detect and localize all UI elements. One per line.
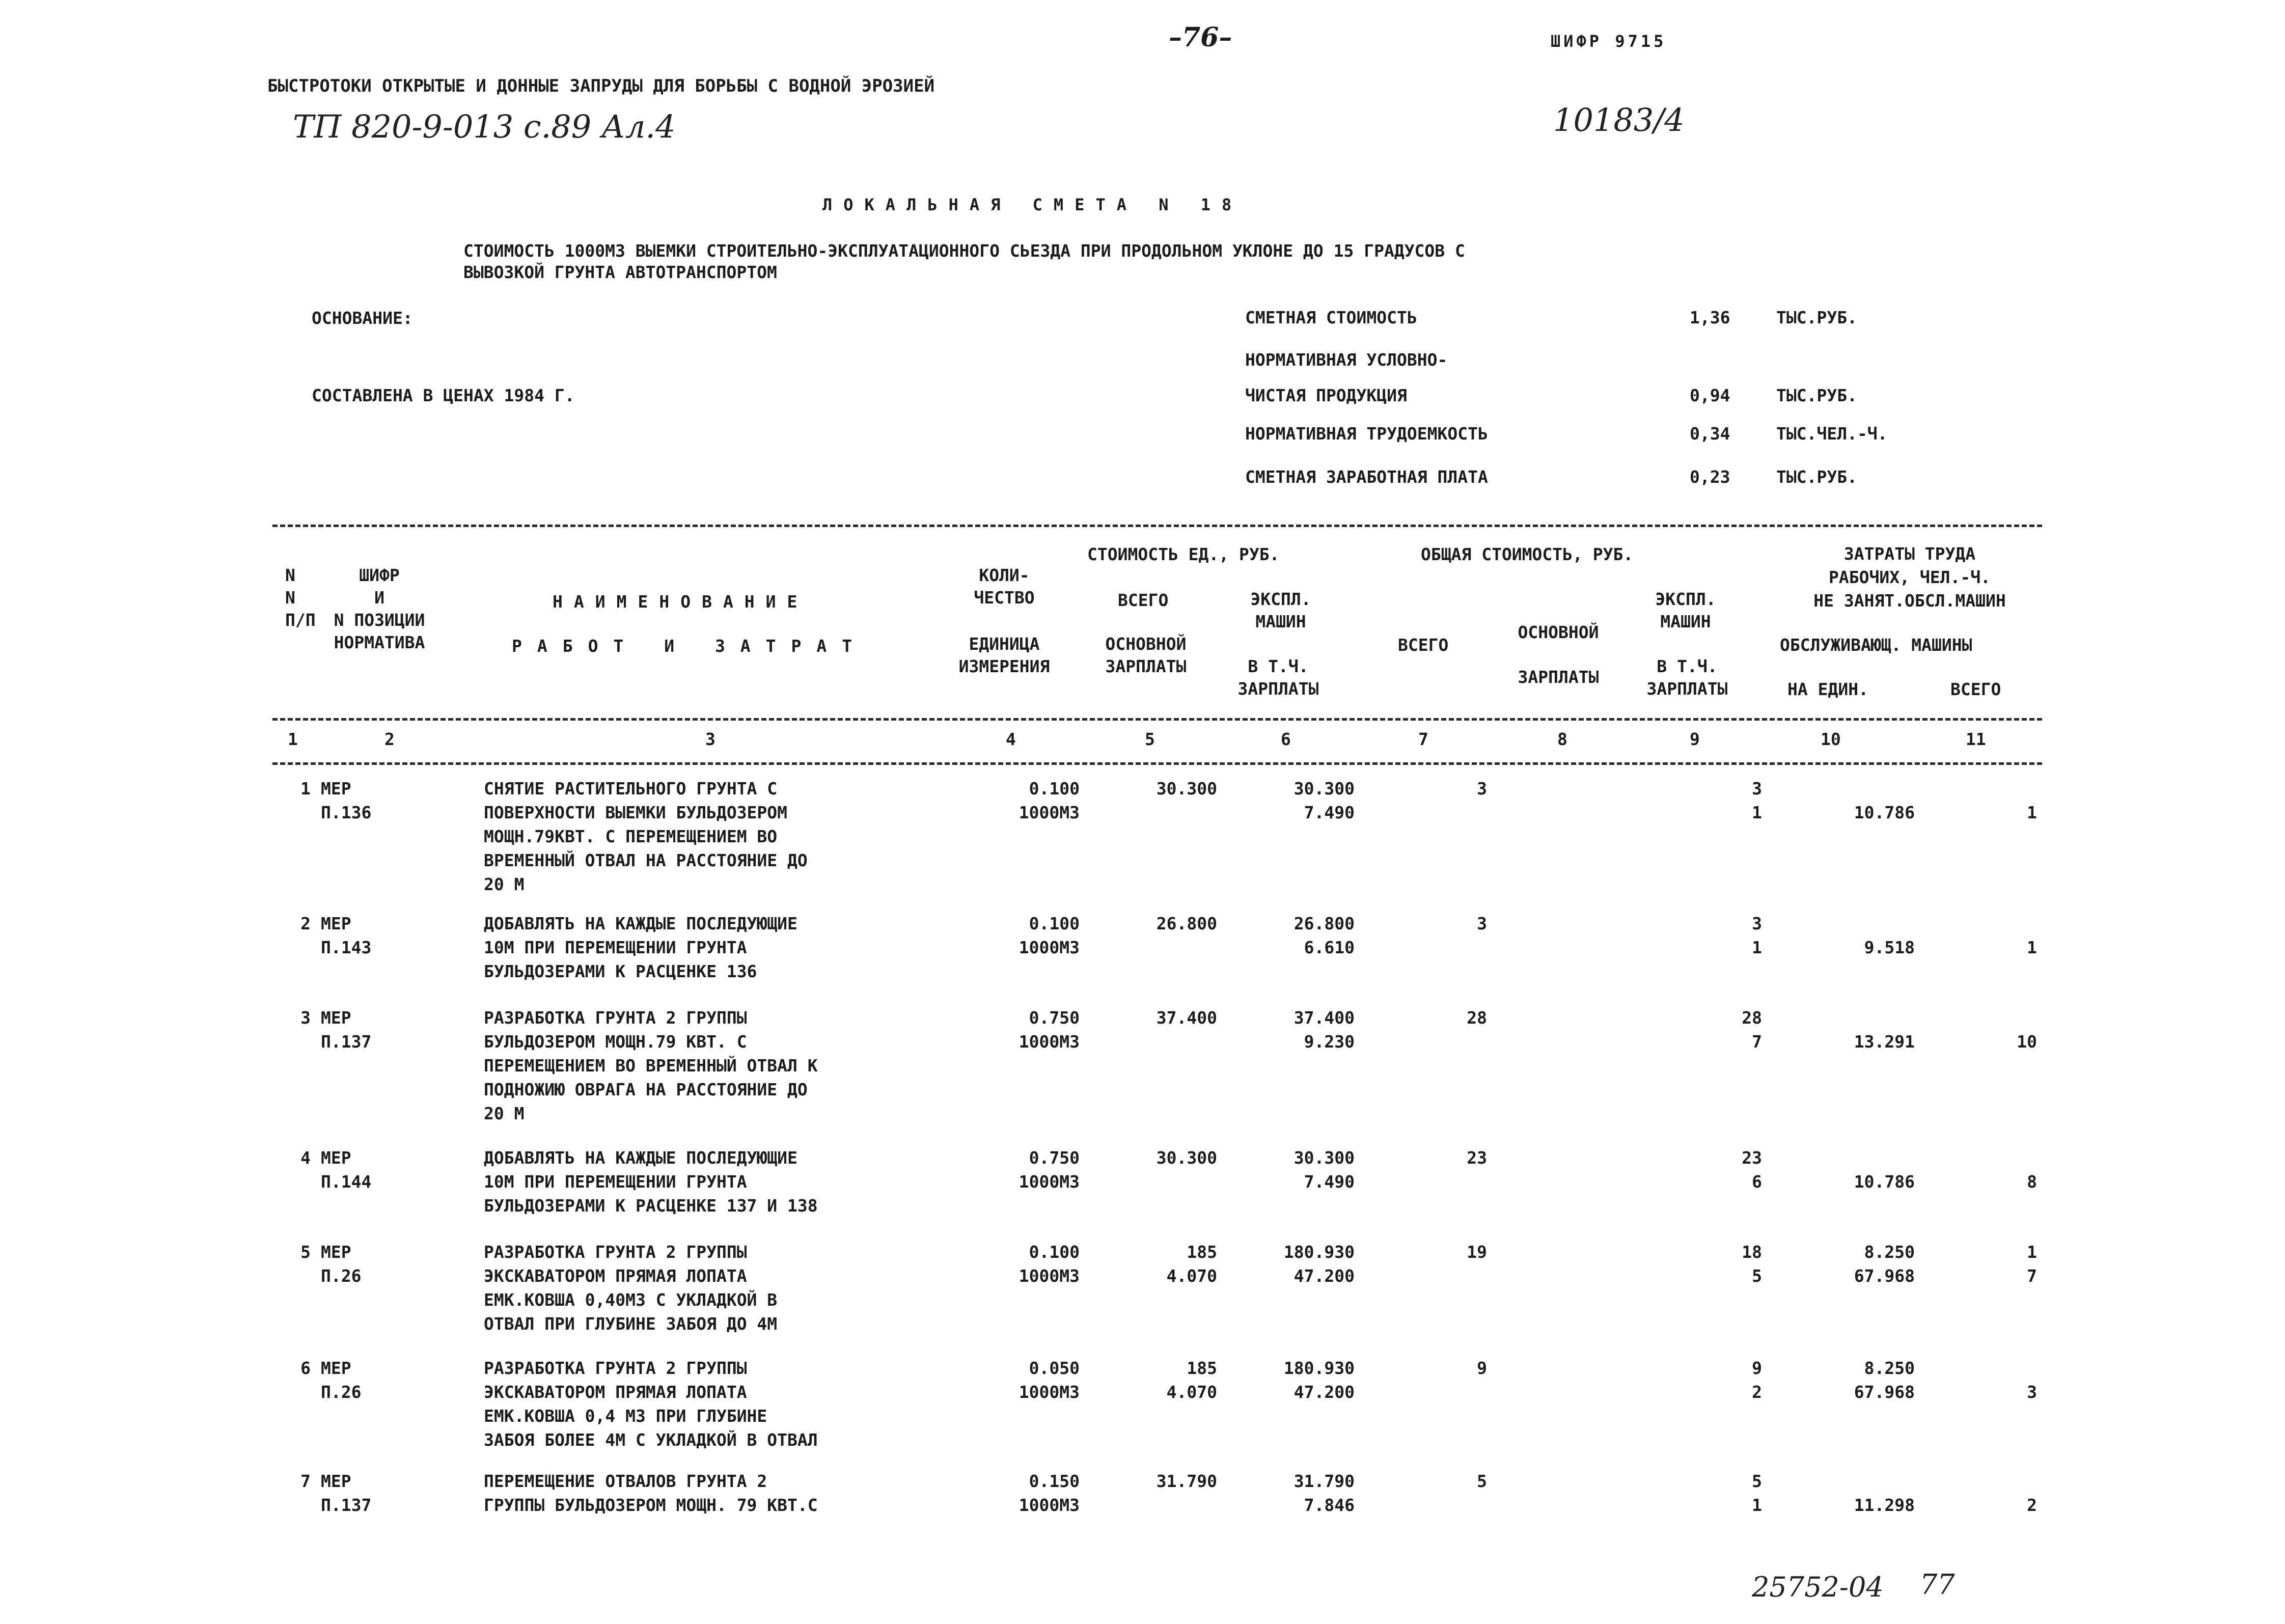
row-name: РАЗРАБОТКА ГРУНТА 2 ГРУППЫ ЭКСКАВАТОРОМ ПРЯМАЯ ЛОПАТА ЕМК.КОВША 0,40М3 С УКЛАДКОЙ В ОТВАЛ ПРИ ГЛУБИНЕ ЗАБОЯ ДО 4М (484, 1242, 778, 1334)
summary-label: НОРМАТИВНАЯ ТРУДОЕМКОСТЬ (1245, 424, 1488, 444)
summary-unit: ТЫС.РУБ. (1776, 308, 1857, 327)
summary-value: 1,36 (1690, 308, 1730, 327)
doc-number-handwritten: 10183/4 (1553, 101, 1685, 139)
header-col3-bottom: РАБОТ И ЗАТРАТ (512, 636, 868, 656)
row-total-machines: 23 6 (1742, 1148, 1762, 1192)
subject-line-2: ВЫВОЗКОЙ ГРУНТА АВТОТРАНСПОРТОМ (463, 262, 777, 282)
row-labor-total: 10 (2017, 1032, 2037, 1052)
row-code: МЕР П.26 (321, 1242, 362, 1286)
basis-label: ОСНОВАНИЕ: (312, 308, 413, 328)
table-rule-header-bottom (272, 718, 2042, 721)
page-number: –76– (1169, 22, 1232, 53)
doc-ref-handwritten: ТП 820-9-013 с.89 Ал.4 (293, 108, 676, 145)
table-rule-top (272, 525, 2042, 527)
row-name: ПЕРЕМЕЩЕНИЕ ОТВАЛОВ ГРУНТА 2 ГРУППЫ БУЛЬДОЗЕРОМ МОЩН. 79 КВТ.С (484, 1471, 818, 1515)
row-name: РАЗРАБОТКА ГРУНТА 2 ГРУППЫ БУЛЬДОЗЕРОМ МОЩН.79 КВТ. С ПЕРЕМЕЩЕНИЕМ ВО ВРЕМЕННЫЙ ОТВАЛ К ПОДНОЖИЮ ОВРАГА НА РАССТОЯНИЕ ДО 20 М (484, 1008, 818, 1123)
row-name: ДОБАВЛЯТЬ НА КАЖДЫЕ ПОСЛЕДУЮЩИЕ 10М ПРИ ПЕРЕМЕЩЕНИИ ГРУНТА БУЛЬДОЗЕРАМИ К РАСЦЕНКЕ 137 И 138 (484, 1148, 818, 1216)
column-number: 8 (1557, 729, 1567, 749)
row-quantity: 0.050 1000М3 (1018, 1358, 1080, 1402)
row-number: 4 (300, 1148, 311, 1168)
row-code: МЕР П.143 (321, 914, 372, 957)
row-name: СНЯТИЕ РАСТИТЕЛЬНОГО ГРУНТА С ПОВЕРХНОСТИ ВЫЕМКИ БУЛЬДОЗЕРОМ МОЩН.79КВТ. С ПЕРЕМЕЩЕНИЕМ ВО ВРЕМЕННЫЙ ОТВАЛ НА РАССТОЯНИЕ ДО 20 М (484, 779, 808, 894)
row-number: 2 (300, 914, 311, 933)
row-number: 5 (300, 1242, 311, 1262)
column-number: 7 (1418, 729, 1428, 749)
row-total: 28 (1467, 1008, 1487, 1028)
row-labor-unit: 8.250 67.968 (1854, 1358, 1915, 1402)
summary-label: НОРМАТИВНАЯ УСЛОВНО- (1245, 350, 1448, 370)
row-total-machines: 28 7 (1742, 1008, 1762, 1052)
row-labor-unit: 10.786 (1854, 1172, 1915, 1192)
row-unit-total: 30.300 (1156, 1148, 1217, 1168)
row-unit-total: 185 4.070 (1166, 1242, 1217, 1286)
row-unit-machines: 30.300 7.490 (1293, 779, 1355, 822)
row-number: 6 (300, 1358, 311, 1378)
row-code: МЕР П.137 (321, 1471, 372, 1515)
column-number: 11 (1966, 729, 1986, 749)
cipher: ШИФР 9715 (1551, 32, 1667, 51)
row-unit-machines: 30.300 7.490 (1293, 1148, 1355, 1192)
row-quantity: 0.150 1000М3 (1018, 1471, 1080, 1515)
row-quantity: 0.750 1000М3 (1018, 1008, 1080, 1052)
header-total-cost-group: ОБЩАЯ СТОИМОСТЬ, РУБ. (1421, 544, 1634, 564)
row-labor-unit: 11.298 (1854, 1495, 1915, 1515)
row-labor-total: 3 (2027, 1382, 2037, 1402)
row-number: 7 (300, 1471, 311, 1491)
row-total: 3 (1477, 779, 1487, 799)
row-unit-machines: 180.930 47.200 (1283, 1358, 1355, 1402)
row-number: 3 (300, 1008, 311, 1028)
column-number: 2 (384, 729, 395, 749)
footer-handwritten-page: 77 (1920, 1568, 1955, 1601)
row-unit-total: 30.300 (1156, 779, 1217, 799)
row-labor-total: 1 (2027, 938, 2037, 957)
row-unit-machines: 26.800 6.610 (1293, 914, 1355, 957)
prices-label: СОСТАВЛЕНА В ЦЕНАХ 1984 Г. (312, 386, 575, 405)
summary-unit: ТЫС.ЧЕЛ.-Ч. (1776, 424, 1888, 444)
header-col1: N N П/П (285, 565, 316, 630)
column-number: 4 (1006, 729, 1016, 749)
row-name: РАЗРАБОТКА ГРУНТА 2 ГРУППЫ ЭКСКАВАТОРОМ ПРЯМАЯ ЛОПАТА ЕМК.КОВША 0,4 М3 ПРИ ГЛУБИНЕ ЗАБОЯ БОЛЕЕ 4М С УКЛАДКОЙ В ОТВАЛ (484, 1358, 818, 1450)
row-quantity: 0.100 1000М3 (1018, 1242, 1080, 1286)
row-labor-total: 1 (2027, 803, 2037, 822)
header-col6-bottom: В Т.Ч. ЗАРПЛАТЫ (1237, 656, 1319, 699)
row-unit-total: 37.400 (1156, 1008, 1217, 1028)
summary-value: 0,23 (1690, 467, 1730, 487)
estimate-heading: ЛОКАЛЬНАЯ СМЕТА N 18 (822, 195, 1243, 214)
row-total: 3 (1477, 914, 1487, 933)
row-total-machines: 18 5 (1742, 1242, 1762, 1286)
row-labor-unit: 13.291 (1854, 1032, 1915, 1052)
row-quantity: 0.100 1000М3 (1018, 914, 1080, 957)
column-number: 5 (1145, 729, 1155, 749)
row-unit-machines: 180.930 47.200 (1283, 1242, 1355, 1286)
row-unit-machines: 31.790 7.846 (1293, 1471, 1355, 1515)
header-unit-cost-group: СТОИМОСТЬ ЕД., РУБ. (1087, 544, 1280, 564)
row-unit-total: 26.800 (1156, 914, 1217, 933)
summary-label: СМЕТНАЯ ЗАРАБОТНАЯ ПЛАТА (1245, 467, 1488, 487)
header-col4-top: КОЛИ- ЧЕСТВО (974, 565, 1035, 608)
row-labor-unit: 8.250 67.968 (1854, 1242, 1915, 1286)
header-col5-top: ВСЕГО (1118, 590, 1169, 610)
row-total: 9 (1477, 1358, 1487, 1378)
row-total-machines: 3 1 (1752, 779, 1762, 822)
row-labor-total: 1 7 (2027, 1242, 2037, 1286)
row-unit-machines: 37.400 9.230 (1293, 1008, 1355, 1052)
header-col2: ШИФР И N ПОЗИЦИИ НОРМАТИВА (334, 565, 425, 652)
row-total: 5 (1477, 1471, 1487, 1491)
row-labor-unit: 10.786 (1854, 803, 1915, 822)
row-labor-total: 2 (2027, 1495, 2037, 1515)
summary-label: ЧИСТАЯ ПРОДУКЦИЯ (1245, 386, 1407, 405)
row-unit-total: 185 4.070 (1166, 1358, 1217, 1402)
row-code: МЕР П.144 (321, 1148, 372, 1192)
header-col6-top: ЭКСПЛ. МАШИН (1250, 589, 1311, 631)
header-col4-bottom: ЕДИНИЦА ИЗМЕРЕНИЯ (958, 634, 1050, 676)
header-col9-bottom: В Т.Ч. ЗАРПЛАТЫ (1646, 656, 1728, 699)
header-col5-bottom: ОСНОВНОЙ ЗАРПЛАТЫ (1105, 634, 1187, 676)
summary-value: 0,94 (1690, 386, 1730, 405)
row-quantity: 0.100 1000М3 (1018, 779, 1080, 822)
row-total: 23 (1467, 1148, 1487, 1168)
row-total-machines: 5 1 (1752, 1471, 1762, 1515)
column-number: 6 (1281, 729, 1291, 749)
column-number: 1 (288, 729, 298, 749)
row-number: 1 (300, 779, 311, 799)
column-number: 9 (1690, 729, 1700, 749)
row-total-machines: 9 2 (1752, 1358, 1762, 1402)
summary-unit: ТЫС.РУБ. (1776, 386, 1857, 405)
column-number: 10 (1821, 729, 1841, 749)
header-col3-top: НАИМЕНОВАНИЕ (553, 592, 809, 612)
row-total-machines: 3 1 (1752, 914, 1762, 957)
row-code: МЕР П.136 (321, 779, 372, 822)
header-col10: НА ЕДИН. (1787, 679, 1868, 699)
table-rule-numbers-bottom (272, 762, 2042, 765)
column-number: 3 (705, 729, 715, 749)
series-title: БЫСТРОТОКИ ОТКРЫТЫЕ И ДОННЫЕ ЗАПРУДЫ ДЛЯ БОРЬБЫ С ВОДНОЙ ЭРОЗИЕЙ (267, 76, 935, 96)
row-code: МЕР П.137 (321, 1008, 372, 1052)
header-col7: ВСЕГО (1398, 635, 1449, 655)
header-col9-top: ЭКСПЛ. МАШИН (1655, 589, 1716, 631)
header-col11: ВСЕГО (1950, 679, 2001, 699)
row-quantity: 0.750 1000М3 (1018, 1148, 1080, 1192)
header-labor-group: ЗАТРАТЫ ТРУДА РАБОЧИХ, ЧЕЛ.-Ч. НЕ ЗАНЯТ.ОБСЛ.МАШИН (1813, 544, 2006, 611)
row-labor-total: 8 (2027, 1172, 2037, 1192)
header-labor-sub: ОБСЛУЖИВАЮЩ. МАШИНЫ (1780, 635, 1972, 655)
summary-value: 0,34 (1690, 424, 1730, 444)
subject-line-1: СТОИМОСТЬ 1000М3 ВЫЕМКИ СТРОИТЕЛЬНО-ЭКСПЛУАТАЦИОННОГО СЬЕЗДА ПРИ ПРОДОЛЬНОМ УКЛОНЕ ДО 15 ГРАДУСОВ С (463, 241, 1465, 261)
header-col8: ОСНОВНОЙ ЗАРПЛАТЫ (1518, 622, 1599, 687)
footer-handwritten-number: 25752-04 (1752, 1571, 1884, 1603)
row-unit-total: 31.790 (1156, 1471, 1217, 1491)
summary-unit: ТЫС.РУБ. (1776, 467, 1857, 487)
row-total: 19 (1467, 1242, 1487, 1262)
row-name: ДОБАВЛЯТЬ НА КАЖДЫЕ ПОСЛЕДУЮЩИЕ 10М ПРИ ПЕРЕМЕЩЕНИИ ГРУНТА БУЛЬДОЗЕРАМИ К РАСЦЕНКЕ 136 (484, 914, 797, 981)
row-code: МЕР П.26 (321, 1358, 362, 1402)
row-labor-unit: 9.518 (1864, 938, 1915, 957)
summary-label: СМЕТНАЯ СТОИМОСТЬ (1245, 308, 1417, 327)
